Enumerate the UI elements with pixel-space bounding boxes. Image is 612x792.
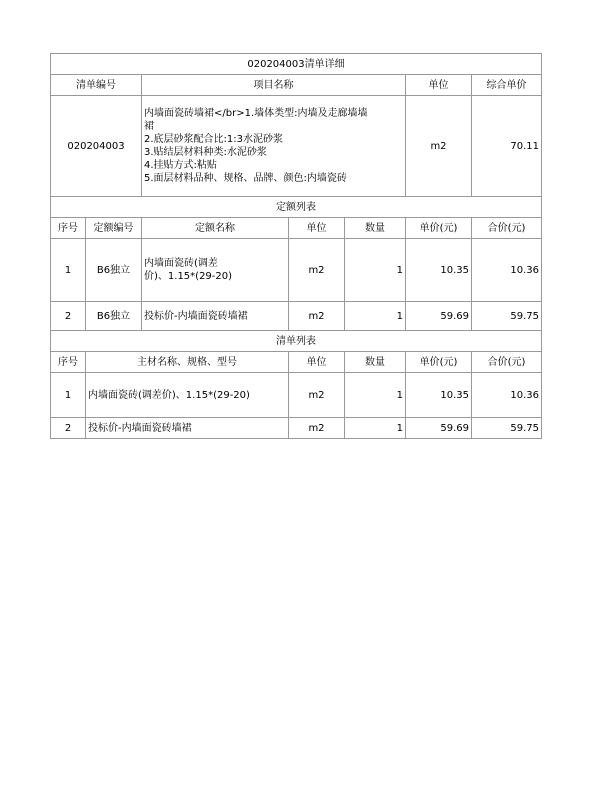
table-row bbox=[51, 373, 542, 418]
quota-code: B6独立 bbox=[86, 239, 142, 302]
list-seq-header: 序号 bbox=[51, 352, 86, 373]
quota-code: B6独立 bbox=[86, 302, 142, 331]
quota-name-line: 内墙面瓷砖(调差 bbox=[144, 258, 218, 269]
bill-desc-line: 4.挂贴方式:粘贴 bbox=[144, 160, 217, 171]
bill-desc-line: 2.底层砂浆配合比:1:3水泥砂浆 bbox=[144, 134, 284, 145]
bill-price-header: 综合单价 bbox=[472, 75, 542, 96]
quota-unit: m2 bbox=[289, 302, 345, 331]
quota-unit: m2 bbox=[289, 239, 345, 302]
quota-qty: 1 bbox=[345, 239, 406, 302]
quota-code-header: 定额编号 bbox=[86, 218, 142, 239]
list-name-header: 主材名称、规格、型号 bbox=[86, 352, 289, 373]
list-name: 内墙面瓷砖(调差价)、1.15*(29-20) bbox=[86, 373, 289, 418]
quota-total: 10.36 bbox=[472, 239, 542, 302]
list-seq: 1 bbox=[51, 373, 86, 418]
list-total: 59.75 bbox=[472, 418, 542, 439]
bill-unit-header: 单位 bbox=[406, 75, 472, 96]
bill-unit: m2 bbox=[406, 96, 472, 197]
list-qty: 1 bbox=[345, 373, 406, 418]
quota-name bbox=[142, 302, 289, 331]
title-row bbox=[51, 54, 542, 75]
quota-total: 59.75 bbox=[472, 302, 542, 331]
quota-total-header: 合价(元) bbox=[472, 218, 542, 239]
bill-code-header: 清单编号 bbox=[51, 75, 142, 96]
quota-seq: 1 bbox=[51, 239, 86, 302]
bill-price: 70.11 bbox=[472, 96, 542, 197]
quota-section-title: 定额列表 bbox=[51, 197, 542, 218]
quota-unit-price: 59.69 bbox=[406, 302, 472, 331]
bill-name-header: 项目名称 bbox=[142, 75, 406, 96]
quota-section-title-row bbox=[51, 197, 542, 218]
quota-unit-header: 单位 bbox=[289, 218, 345, 239]
list-header-row bbox=[51, 352, 542, 373]
bill-desc-line: 5.面层材料品种、规格、品牌、颜色:内墙瓷砖 bbox=[144, 173, 347, 184]
bill-desc-line: 裙 bbox=[144, 121, 154, 132]
list-section-title-row bbox=[51, 331, 542, 352]
bill-desc-line: 3.贴结层材料种类:水泥砂浆 bbox=[144, 147, 267, 158]
bill-item-row bbox=[51, 96, 542, 197]
list-qty: 1 bbox=[345, 418, 406, 439]
list-unit: m2 bbox=[289, 373, 345, 418]
list-seq: 2 bbox=[51, 418, 86, 439]
list-unit-header: 单位 bbox=[289, 352, 345, 373]
bill-detail-table bbox=[50, 53, 542, 439]
table-row bbox=[51, 418, 542, 439]
table-row bbox=[51, 239, 542, 302]
bill-desc-line: 内墙面瓷砖墙裙</br>1.墙体类型:内墙及走廊墙墙 bbox=[144, 108, 368, 119]
list-qty-header: 数量 bbox=[345, 352, 406, 373]
page-title: 020204003清单详细 bbox=[51, 54, 542, 75]
quota-qty: 1 bbox=[345, 302, 406, 331]
quota-name-header: 定额名称 bbox=[142, 218, 289, 239]
quota-header-row bbox=[51, 218, 542, 239]
table-row bbox=[51, 302, 542, 331]
list-total: 10.36 bbox=[472, 373, 542, 418]
list-unit-price: 59.69 bbox=[406, 418, 472, 439]
quota-unit-price: 10.35 bbox=[406, 239, 472, 302]
bill-description bbox=[142, 96, 406, 197]
quota-name bbox=[142, 239, 289, 302]
bill-header-row bbox=[51, 75, 542, 96]
list-name: 投标价-内墙面瓷砖墙裙 bbox=[86, 418, 289, 439]
list-unit-price-header: 单价(元) bbox=[406, 352, 472, 373]
quota-seq-header: 序号 bbox=[51, 218, 86, 239]
list-unit: m2 bbox=[289, 418, 345, 439]
list-unit-price: 10.35 bbox=[406, 373, 472, 418]
quota-name-line: 投标价-内墙面瓷砖墙裙 bbox=[144, 310, 248, 322]
list-total-header: 合价(元) bbox=[472, 352, 542, 373]
quota-unit-price-header: 单价(元) bbox=[406, 218, 472, 239]
quota-qty-header: 数量 bbox=[345, 218, 406, 239]
quota-name-line: 价)、1.15*(29-20) bbox=[144, 271, 233, 282]
bill-code: 020204003 bbox=[51, 96, 142, 197]
list-section-title: 清单列表 bbox=[51, 331, 542, 352]
quota-seq: 2 bbox=[51, 302, 86, 331]
